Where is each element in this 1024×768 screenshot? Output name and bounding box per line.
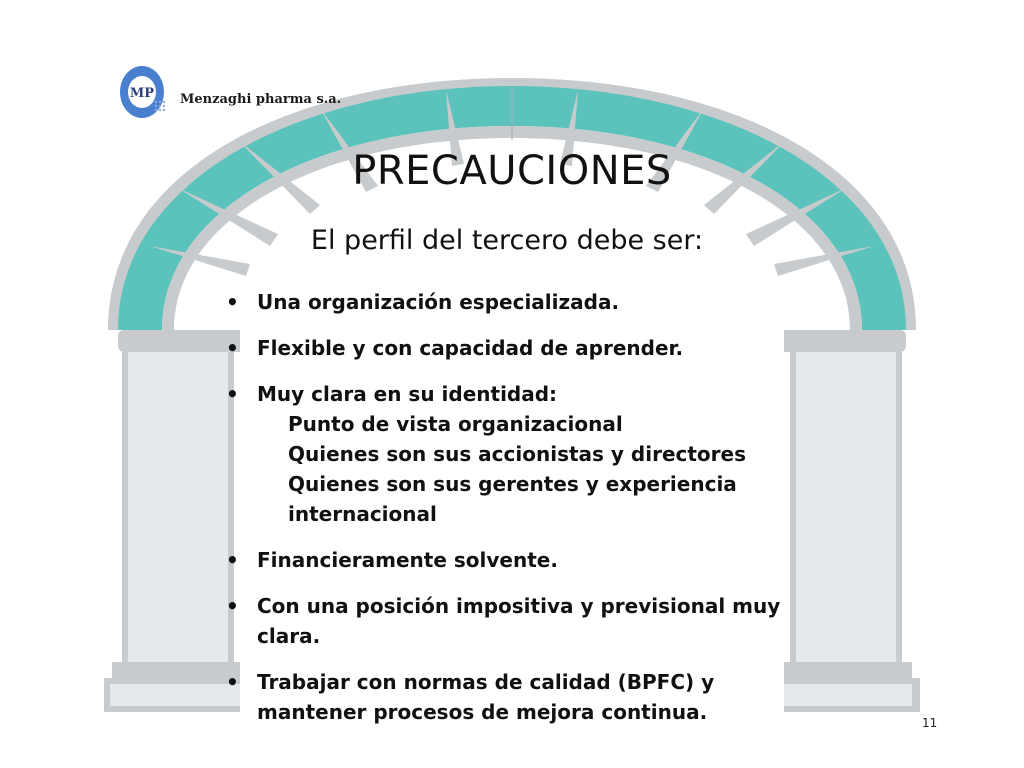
bullet-list bbox=[224, 287, 824, 743]
company-name: Menzaghi pharma s.a. bbox=[180, 92, 342, 107]
slide-title: PRECAUCIONES bbox=[352, 148, 672, 194]
list-item bbox=[224, 591, 824, 651]
list-item-text: Financieramente solvente. bbox=[257, 548, 558, 572]
list-item-text: Muy clara en su identidad: bbox=[257, 382, 558, 406]
list-item-text: Con una posición impositiva y previsional muy clara. bbox=[257, 594, 781, 648]
list-item bbox=[224, 379, 824, 529]
list-item bbox=[224, 287, 824, 317]
list-item bbox=[224, 333, 824, 363]
sub-item: Quienes son sus accionistas y directores bbox=[288, 442, 746, 466]
slide-subtitle: El perfil del tercero debe ser: bbox=[310, 225, 704, 256]
list-item-text: Una organización especializada. bbox=[257, 290, 620, 314]
company-logo bbox=[120, 66, 170, 118]
list-item bbox=[224, 667, 824, 727]
sub-item: Punto de vista organizacional bbox=[288, 412, 623, 436]
page-number: 11 bbox=[922, 716, 938, 730]
sub-item: Quienes son sus gerentes y experiencia internacional bbox=[288, 472, 737, 526]
list-item bbox=[224, 545, 824, 575]
list-item-text: Flexible y con capacidad de aprender. bbox=[257, 336, 684, 360]
svg-text:MP: MP bbox=[129, 86, 155, 101]
list-item-text: Trabajar con normas de calidad (BPFC) y mantener procesos de mejora continua. bbox=[257, 670, 715, 724]
